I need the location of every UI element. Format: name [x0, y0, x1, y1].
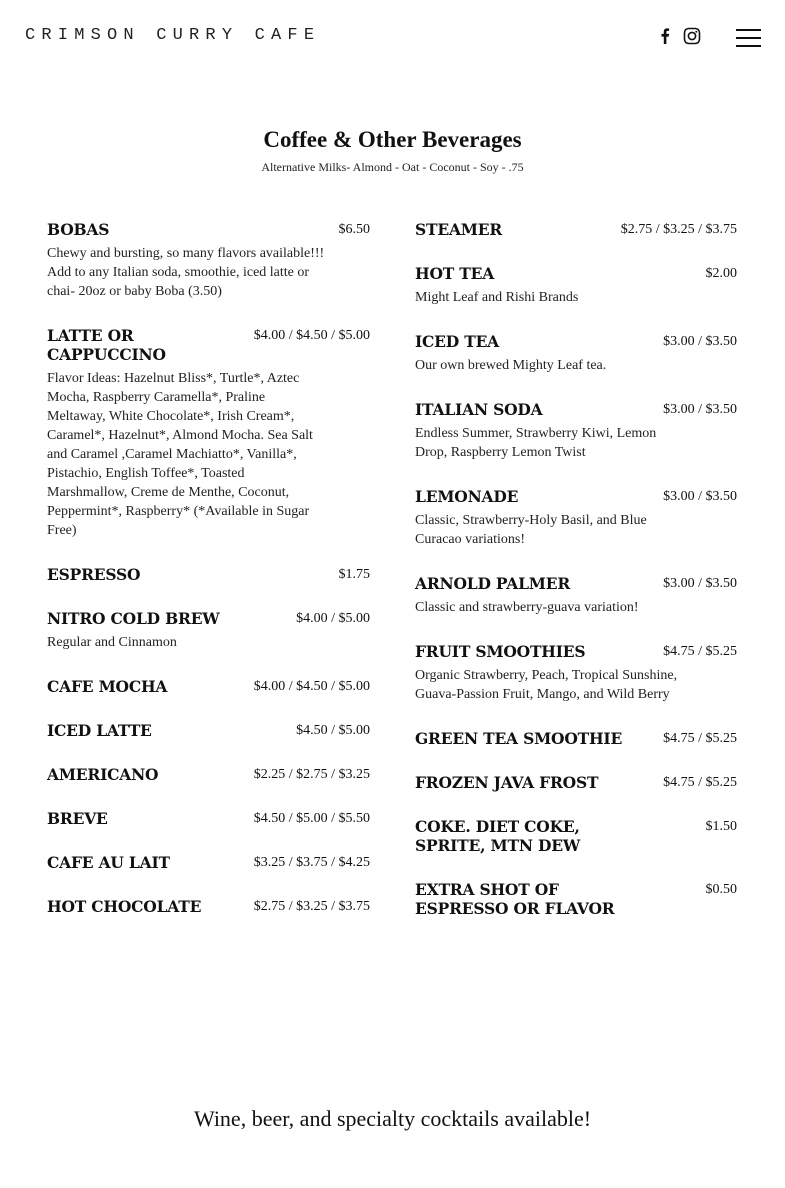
menu-item-name: ICED TEA — [415, 332, 500, 351]
menu-item — [415, 642, 737, 704]
section-subtitle: Alternative Milks- Almond - Oat - Coconut - Soy - .75 — [261, 160, 524, 174]
menu-item-name: EXTRA SHOT OF ESPRESSO OR FLAVOR — [415, 880, 615, 918]
menu-item-header — [47, 220, 370, 239]
menu-item-name: COKE. DIET COKE, SPRITE, MTN DEW — [415, 817, 581, 855]
menu-item-name: ITALIAN SODA — [415, 400, 543, 419]
menu-item-name: ICED LATTE — [47, 721, 152, 740]
menu-item-name: ARNOLD PALMER — [415, 574, 571, 593]
menu-item-description: Classic, Strawberry-Holy Basil, and Blue Curacao variations! — [415, 513, 647, 547]
menu-item-name: HOT CHOCOLATE — [47, 897, 202, 916]
menu-item — [415, 729, 737, 748]
menu-item-header — [47, 609, 370, 628]
menu-item-name: CAFE AU LAIT — [47, 853, 170, 872]
menu-item — [415, 773, 737, 792]
menu-item — [47, 897, 370, 916]
menu-item-price: $3.00 / $3.50 — [663, 334, 737, 349]
menu-item — [415, 817, 737, 855]
menu-item — [415, 400, 737, 462]
menu-item-price: $1.50 — [705, 819, 737, 834]
menu-item-price: $4.50 / $5.00 / $5.50 — [253, 811, 370, 826]
menu-item — [47, 809, 370, 828]
menu-item-name: LEMONADE — [415, 487, 519, 506]
menu-item-price: $4.00 / $4.50 / $5.00 — [253, 328, 370, 343]
menu-item-name: HOT TEA — [415, 264, 495, 283]
menu-item-price: $1.75 — [338, 567, 370, 582]
menu-item-name: ESPRESSO — [47, 565, 141, 584]
menu-item-price: $6.50 — [338, 222, 370, 237]
menu-item-header — [47, 721, 370, 740]
menu-item-name: CAFE MOCHA — [47, 677, 168, 696]
menu-item-price: $4.50 / $5.00 — [296, 723, 370, 738]
menu-item-price: $3.25 / $3.75 / $4.25 — [253, 855, 370, 870]
menu-column-left — [47, 220, 370, 941]
menu-item-name: STEAMER — [415, 220, 503, 239]
menu-item-price: $4.75 / $5.25 — [663, 775, 737, 790]
menu-item — [47, 220, 370, 301]
menu-item — [415, 574, 737, 617]
menu-item-header — [415, 264, 737, 283]
menu-item-price: $0.50 — [705, 882, 737, 897]
menu-item-description: Endless Summer, Strawberry Kiwi, Lemon Drop, Raspberry Lemon Twist — [415, 426, 657, 460]
menu-item — [47, 326, 370, 540]
menu-item-name: FRUIT SMOOTHIES — [415, 642, 586, 661]
menu-item-header — [47, 897, 370, 916]
menu-item-price: $2.75 / $3.25 / $3.75 — [253, 899, 370, 914]
menu-item-header — [47, 853, 370, 872]
menu-item-price: $3.00 / $3.50 — [663, 402, 737, 417]
hamburger-menu-icon[interactable] — [736, 29, 762, 48]
menu-item-description: Regular and Cinnamon — [47, 635, 177, 650]
menu-item — [47, 677, 370, 696]
menu-item-description: Our own brewed Mighty Leaf tea. — [415, 358, 607, 373]
facebook-icon[interactable] — [657, 27, 673, 49]
menu-item-price: $2.00 — [705, 266, 737, 281]
menu-item-header — [415, 332, 737, 351]
menu-item-description: Chewy and bursting, so many flavors available!!! Add to any Italian soda, smoothie, iced latte or chai- 20oz or baby Boba (3.50) — [47, 246, 325, 299]
menu-item-header — [415, 574, 737, 593]
menu-item-header — [415, 817, 737, 855]
menu-item-name: GREEN TEA SMOOTHIE — [415, 729, 623, 748]
menu-item-name: FROZEN JAVA FROST — [415, 773, 599, 792]
menu-item-header — [47, 677, 370, 696]
menu-item-description: Classic and strawberry-guava variation! — [415, 600, 639, 615]
menu-item-description: Organic Strawberry, Peach, Tropical Sunshine, Guava-Passion Fruit, Mango, and Wild Berry — [415, 668, 678, 702]
menu-item-name: NITRO COLD BREW — [47, 609, 220, 628]
menu-item-header — [415, 487, 737, 506]
menu-item — [415, 880, 737, 918]
menu-item — [47, 765, 370, 784]
footer-note: Wine, beer, and specialty cocktails available! — [193, 1106, 592, 1131]
menu-item-header — [415, 400, 737, 419]
menu-item — [47, 609, 370, 652]
menu-item-header — [415, 729, 737, 748]
menu-item — [415, 332, 737, 375]
menu-item-header — [47, 565, 370, 584]
menu-item-price: $4.00 / $5.00 — [296, 611, 370, 626]
section-title: Coffee & Other Beverages — [263, 127, 522, 152]
menu-item-price: $3.00 / $3.50 — [663, 489, 737, 504]
menu-item-price: $3.00 / $3.50 — [663, 576, 737, 591]
instagram-icon[interactable] — [683, 27, 701, 49]
menu-item-header — [415, 880, 737, 918]
menu-item-description: Flavor Ideas: Hazelnut Bliss*, Turtle*, Aztec Mocha, Raspberry Caramella*, Praline Meltaway, White Chocolate*, Irish Cream*, Caramel*, Hazelnut*, Almond Mocha. Sea Salt and Caramel ,Caramel Machiatto*, Vanilla*, Pistachio, English Toffee*, Toasted Marshmallow, Creme de Menthe, Coconut, Peppermint*, Raspberry* (*Available in Sugar Free) — [47, 371, 313, 538]
menu-item — [415, 487, 737, 549]
menu-item-name: LATTE OR CAPPUCCINO — [47, 326, 166, 364]
menu-item-header — [47, 809, 370, 828]
menu-item-name: BREVE — [47, 809, 108, 828]
menu-item-description: Might Leaf and Rishi Brands — [415, 290, 579, 305]
menu-item-header — [415, 642, 737, 661]
menu-item-name: BOBAS — [47, 220, 110, 239]
menu-item-header — [47, 765, 370, 784]
menu-item — [415, 264, 737, 307]
menu-item-price: $4.75 / $5.25 — [663, 644, 737, 659]
menu-item — [47, 565, 370, 584]
menu-item-price: $4.00 / $4.50 / $5.00 — [253, 679, 370, 694]
menu-item — [47, 853, 370, 872]
menu-item-name: AMERICANO — [47, 765, 159, 784]
menu-column-right — [415, 220, 737, 943]
brand-logo-link[interactable]: CRIMSON CURRY CAFE — [25, 26, 321, 45]
menu-item-header — [415, 773, 737, 792]
menu-item-price: $2.75 / $3.25 / $3.75 — [620, 222, 737, 237]
menu-item — [415, 220, 737, 239]
menu-item-price: $4.75 / $5.25 — [663, 731, 737, 746]
menu-item — [47, 721, 370, 740]
menu-item-price: $2.25 / $2.75 / $3.25 — [253, 767, 370, 782]
menu-item-header — [47, 326, 370, 364]
menu-item-header — [415, 220, 737, 239]
